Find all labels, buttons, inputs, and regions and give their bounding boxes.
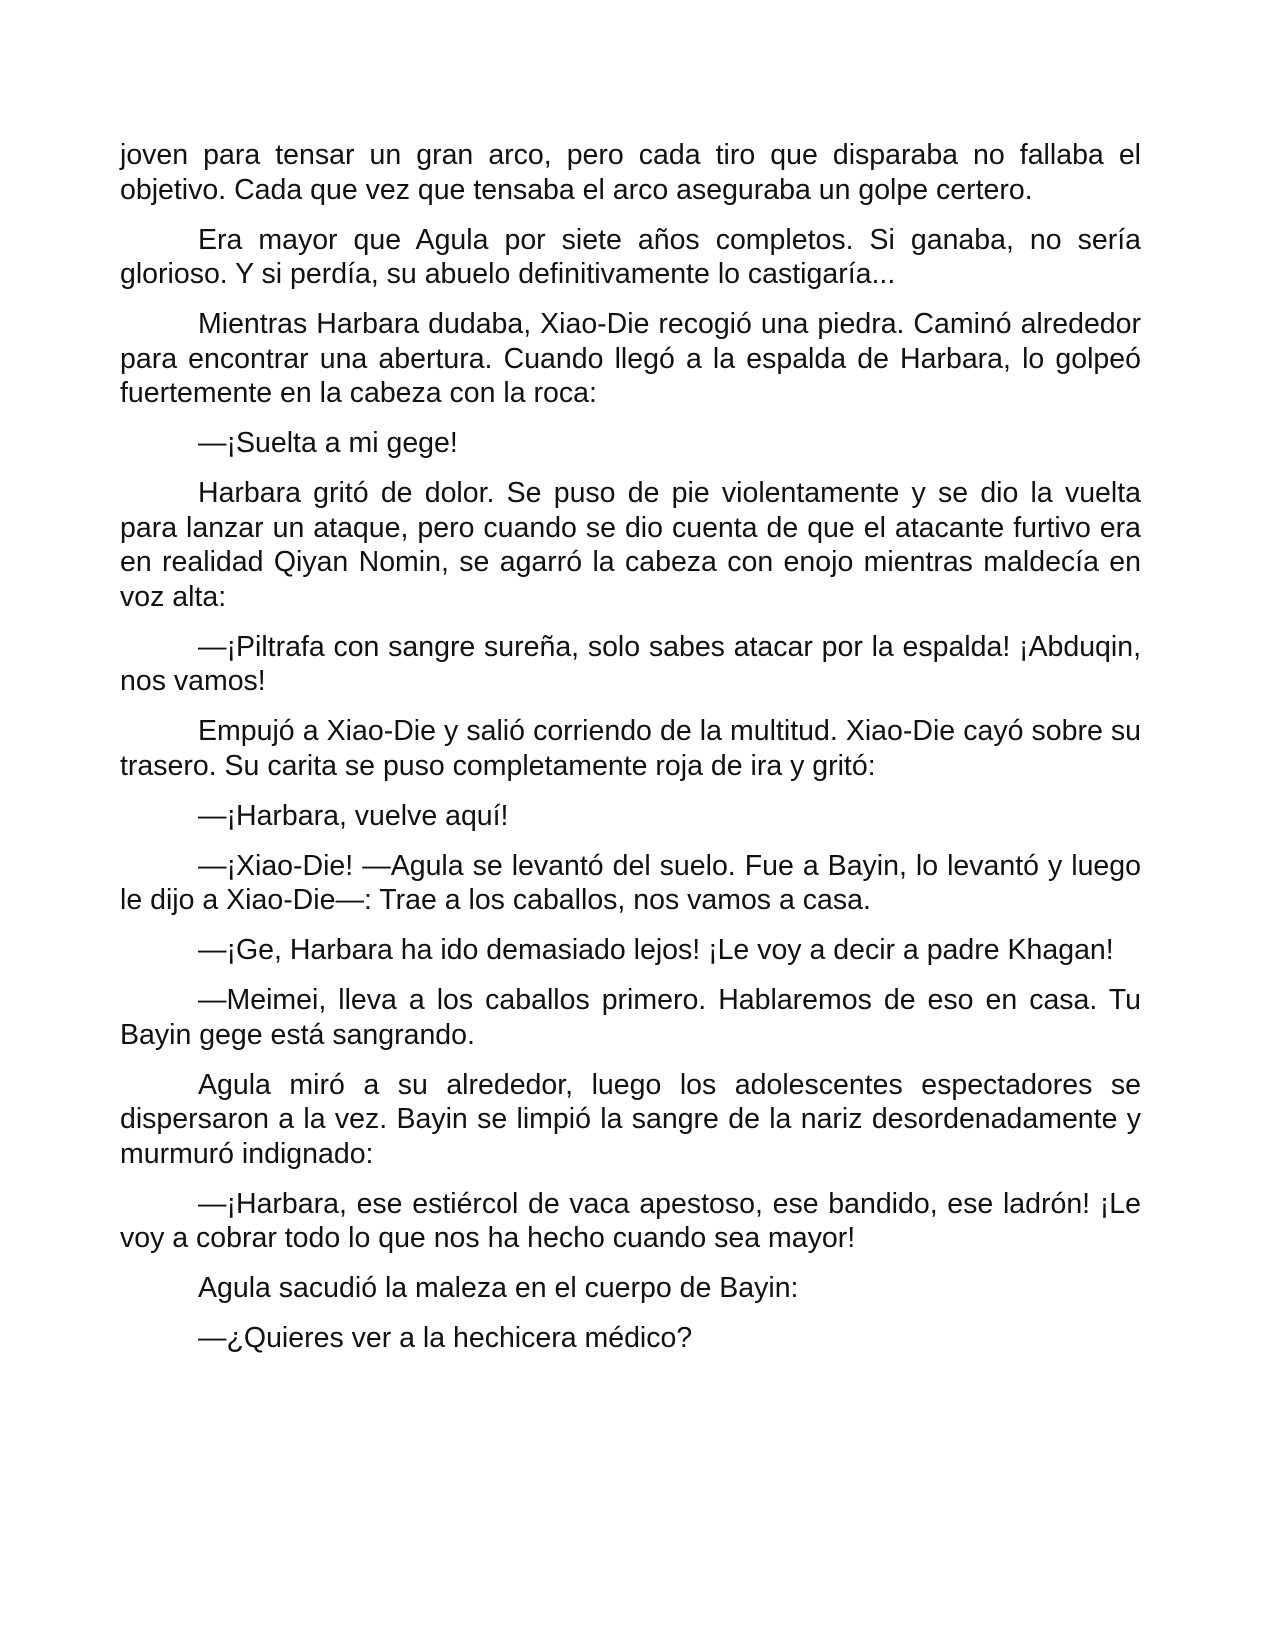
dialogue-line: —¡Suelta a mi gege! [198, 427, 458, 459]
paragraph: Empujó a Xiao-Die y salió corriendo de la multitud. Xiao-Die cayó sobre su trasero. Su carita se puso completamente roja de ira y gritó: [120, 715, 1141, 782]
dialogue-line: —¡Harbara, ese estiércol de vaca apestoso, ese bandido, ese ladrón! ¡Le voy a cobrar todo lo que nos ha hecho cuando sea mayor! [120, 1187, 1141, 1254]
paragraph: Agula miró a su alrededor, luego los adolescentes espectadores se dispersaron a la vez. Bayin se limpió la sangre de la nariz desordenadamente y murmuró indignado: [120, 1068, 1141, 1170]
dialogue-line: —¡Piltrafa con sangre sureña, solo sabes atacar por la espalda! ¡Abduqin, nos vamos! [120, 630, 1141, 697]
dialogue-line: —¡Xiao-Die! —Agula se levantó del suelo. Fue a Bayin, lo levantó y luego le dijo a Xiao-Die—: Trae a los caballos, nos vamos a casa. [120, 849, 1141, 916]
document-page [120, 138, 1141, 1371]
dialogue-line: —¡Harbara, vuelve aquí! [198, 799, 509, 832]
paragraph: Era mayor que Agula por siete años completos. Si ganaba, no sería glorioso. Y si perdía, su abuelo definitivamente lo castigaría... [120, 223, 1141, 290]
dialogue-line: —Meimei, lleva a los caballos primero. Hablaremos de eso en casa. Tu Bayin gege está sangrando. [120, 984, 1141, 1051]
paragraph: Agula sacudió la maleza en el cuerpo de Bayin: [198, 1272, 799, 1304]
dialogue-line: —¿Quieres ver a la hechicera médico? [198, 1322, 693, 1354]
paragraph: Harbara gritó de dolor. Se puso de pie violentamente y se dio la vuelta para lanzar un ataque, pero cuando se dio cuenta de que el atacante furtivo era en realidad Qiyan Nomin, se agarró la cabeza con enojo mientras maldecía en voz alta: [120, 477, 1141, 613]
dialogue-line: —¡Ge, Harbara ha ido demasiado lejos! ¡Le voy a decir a padre Khagan! [198, 934, 1114, 966]
paragraph: joven para tensar un gran arco, pero cada tiro que disparaba no fallaba el objetivo. Cada que vez que tensaba el arco aseguraba un golpe certero. [120, 139, 1141, 206]
paragraph: Mientras Harbara dudaba, Xiao-Die recogió una piedra. Caminó alrededor para encontrar una abertura. Cuando llegó a la espalda de Harbara, lo golpeó fuertemente en la cabeza con la roca: [120, 308, 1141, 409]
